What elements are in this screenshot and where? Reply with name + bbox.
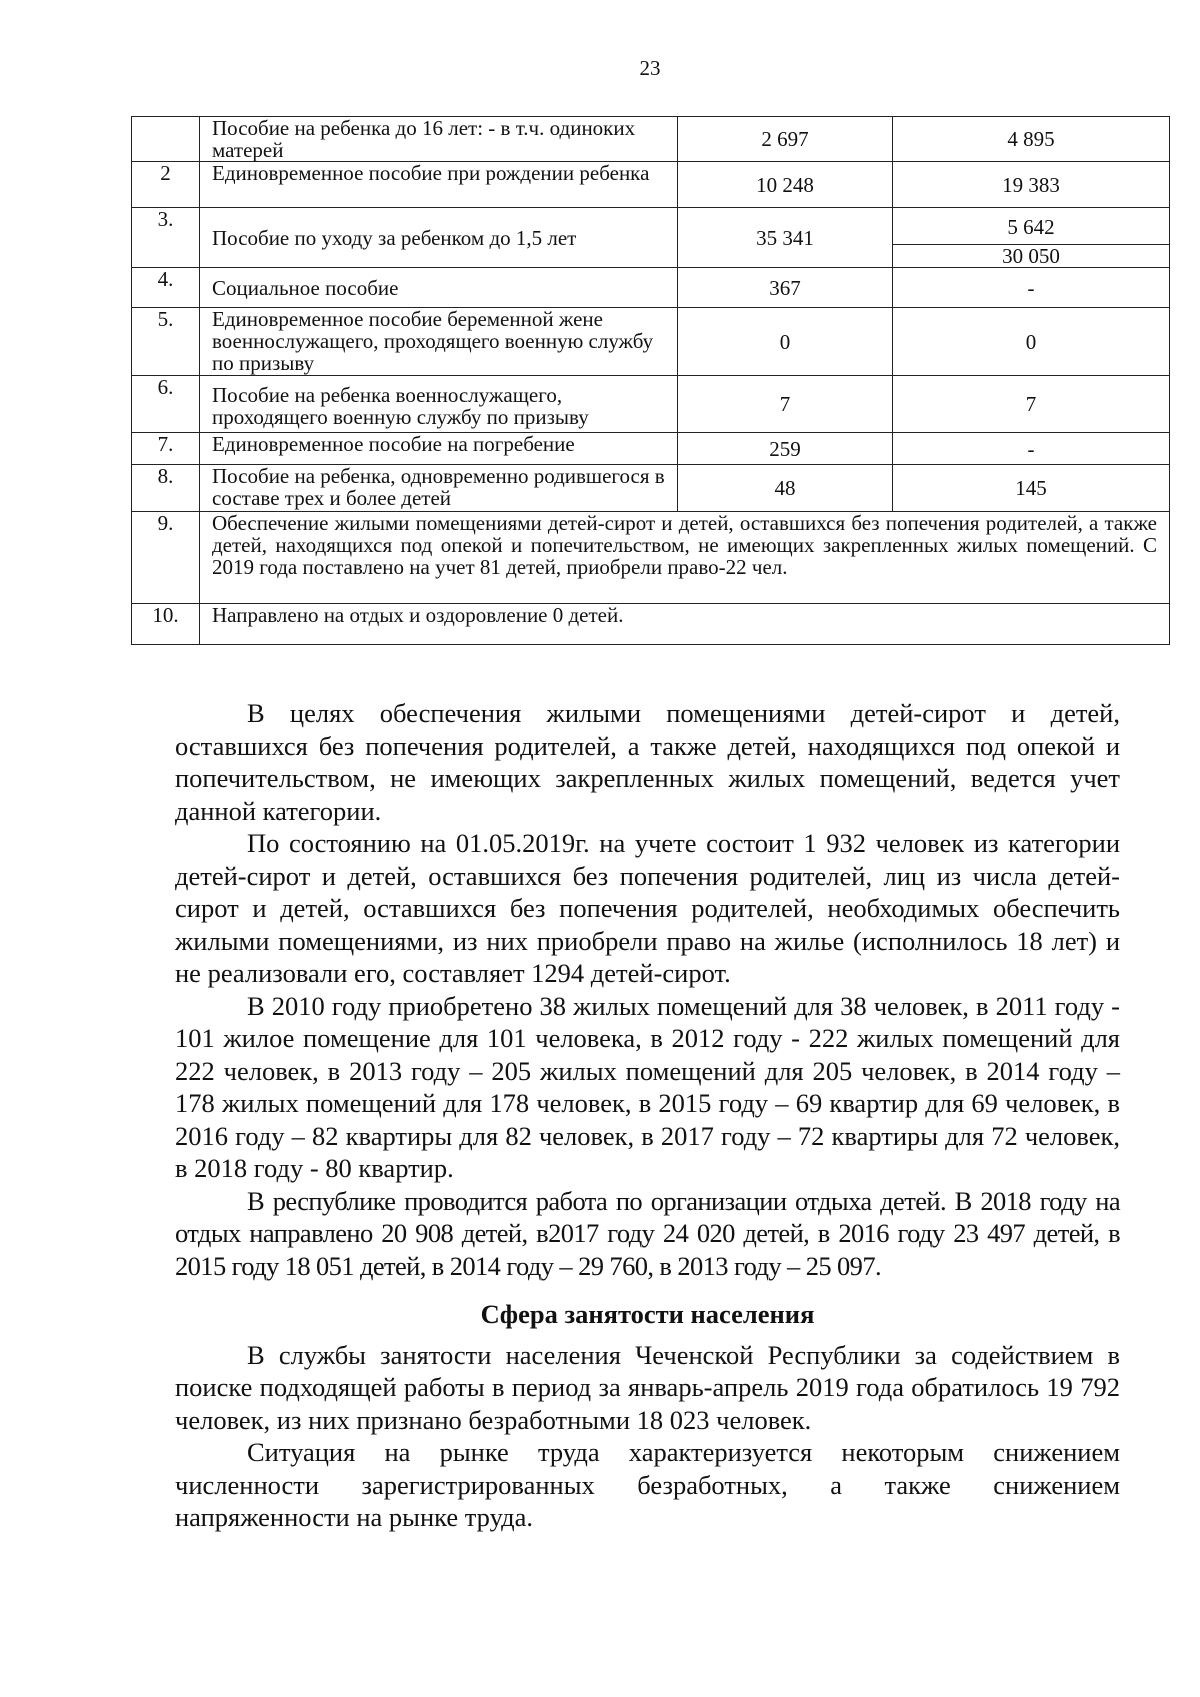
paragraph: Ситуация на рынке труда характеризуется некоторым снижением численности зарегистрированных безработных, а также снижением напряженности на рынке труда. (175, 1437, 1120, 1532)
row-name: Пособие на ребенка военнослужащего, проходящего военную службу по призыву (200, 376, 678, 433)
row-value-2: - (893, 433, 1170, 465)
row-value-2: 0 (893, 308, 1170, 376)
row-name (200, 208, 678, 268)
row-value-2: 7 (893, 376, 1170, 433)
table-row (132, 465, 1170, 512)
table-row (132, 308, 1170, 376)
row-value-2: 19 383 (893, 162, 1170, 208)
row-name (200, 268, 678, 308)
row-name: Единовременное пособие беременной жене военнослужащего, проходящего военную службу по призыву (200, 308, 678, 376)
row-text: Направлено на отдых и оздоровление 0 детей. (200, 604, 1170, 645)
row-text: Обеспечение жилыми помещениями детей-сирот и детей, оставшихся без попечения родителей, а также детей, находящихся под опекой и попечительством, не имеющих закрепленных жилых помещений. С 2019 года поставлено на учет 81 детей, приобрели право-22 чел. (200, 512, 1170, 604)
paragraph: В республике проводится работа по организации отдыха детей. В 2018 году на отдых направлено 20 908 детей, в2017 году 24 020 детей, в 2016 году 23 497 детей, в 2015 году 18 051 детей, в 2014 году – 29 760, в 2013 году – 25 097. (175, 1185, 1120, 1281)
row-value-1: 10 248 (678, 162, 893, 208)
row-number: 3. (132, 208, 200, 268)
row-number: 8. (132, 465, 200, 512)
row-number: 2 (132, 162, 200, 208)
table-row (132, 162, 1170, 208)
benefits-table (131, 116, 1170, 645)
table-row (132, 512, 1170, 604)
paragraph: По состоянию на 01.05.2019г. на учете состоит 1 932 человек из категории детей-сирот и детей, оставшихся без попечения родителей, лиц из числа детей-сирот и детей, оставшихся без попечения родителей, необходимых обеспечить жилыми помещениями, из них приобрели право на жилье (исполнилось 18 лет) и не реализовали его, составляет 1294 детей-сирот. (175, 828, 1120, 988)
row-value-2: 145 (893, 465, 1170, 512)
body-text (175, 697, 1120, 1534)
table-row (132, 208, 1170, 268)
row-value-1: 48 (678, 465, 893, 512)
paragraph: В целях обеспечения жилыми помещениями детей-сирот и детей, оставшихся без попечения родителей, а также детей, находящихся под опекой и попечительством, не имеющих закрепленных жилых помещений, ведется учет данной категории. (175, 698, 1120, 826)
page-number: 23 (639, 56, 661, 80)
row-value-1: 0 (678, 308, 893, 376)
row-number: 9. (132, 512, 200, 604)
row-name: Единовременное пособие при рождении ребенка (200, 162, 678, 208)
row-value-2-split (893, 208, 1170, 268)
table-row (132, 433, 1170, 465)
row-number: 7. (132, 433, 200, 465)
paragraph: В 2010 году приобретено 38 жилых помещений для 38 человек, в 2011 году - 101 жилое помещение для 101 человека, в 2012 году - 222 жилых помещений для 222 человек, в 2013 году – 205 жилых помещений для 205 человек, в 2014 году – 178 жилых помещений для 178 человек, в 2015 году – 69 квартир для 69 человек, в 2016 году – 82 квартиры для 82 человек, в 2017 году – 72 квартиры для 72 человек, в 2018 году - 80 квартир. (175, 990, 1120, 1183)
row-name-text: Социальное пособие (212, 275, 399, 300)
row-name: Единовременное пособие на погребение (200, 433, 678, 465)
table-row (132, 376, 1170, 433)
row-number: 5. (132, 308, 200, 376)
table-row (132, 117, 1170, 162)
row-value-1: 259 (678, 433, 893, 465)
section-heading: Сфера занятости населения (480, 1299, 815, 1329)
row-name: Пособие на ребенка, одновременно родившегося в составе трех и более детей (200, 465, 678, 512)
row-value-1: 35 341 (678, 208, 893, 268)
row-value-2a: 5 642 (893, 208, 1169, 245)
table-row (132, 604, 1170, 645)
paragraph: В службы занятости населения Чеченской Республики за содействием в поиске подходящей работы в период за январь-апрель 2019 года обратилось 19 792 человек, из них признано безработными 18 023 человек. (175, 1339, 1120, 1435)
row-name-text: Пособие по уходу за ребенком до 1,5 лет (212, 225, 577, 250)
row-number (132, 117, 200, 162)
row-value-1: 2 697 (678, 117, 893, 162)
row-number: 10. (132, 604, 200, 645)
row-value-1: 367 (678, 268, 893, 308)
table-row (132, 268, 1170, 308)
row-value-1: 7 (678, 376, 893, 433)
row-value-2b: 30 050 (1002, 244, 1060, 268)
row-number: 6. (132, 376, 200, 433)
row-number: 4. (132, 268, 200, 308)
row-value-2: - (893, 268, 1170, 308)
row-value-2: 4 895 (893, 117, 1170, 162)
row-name: Пособие на ребенка до 16 лет: - в т.ч. одиноких матерей (200, 117, 678, 162)
